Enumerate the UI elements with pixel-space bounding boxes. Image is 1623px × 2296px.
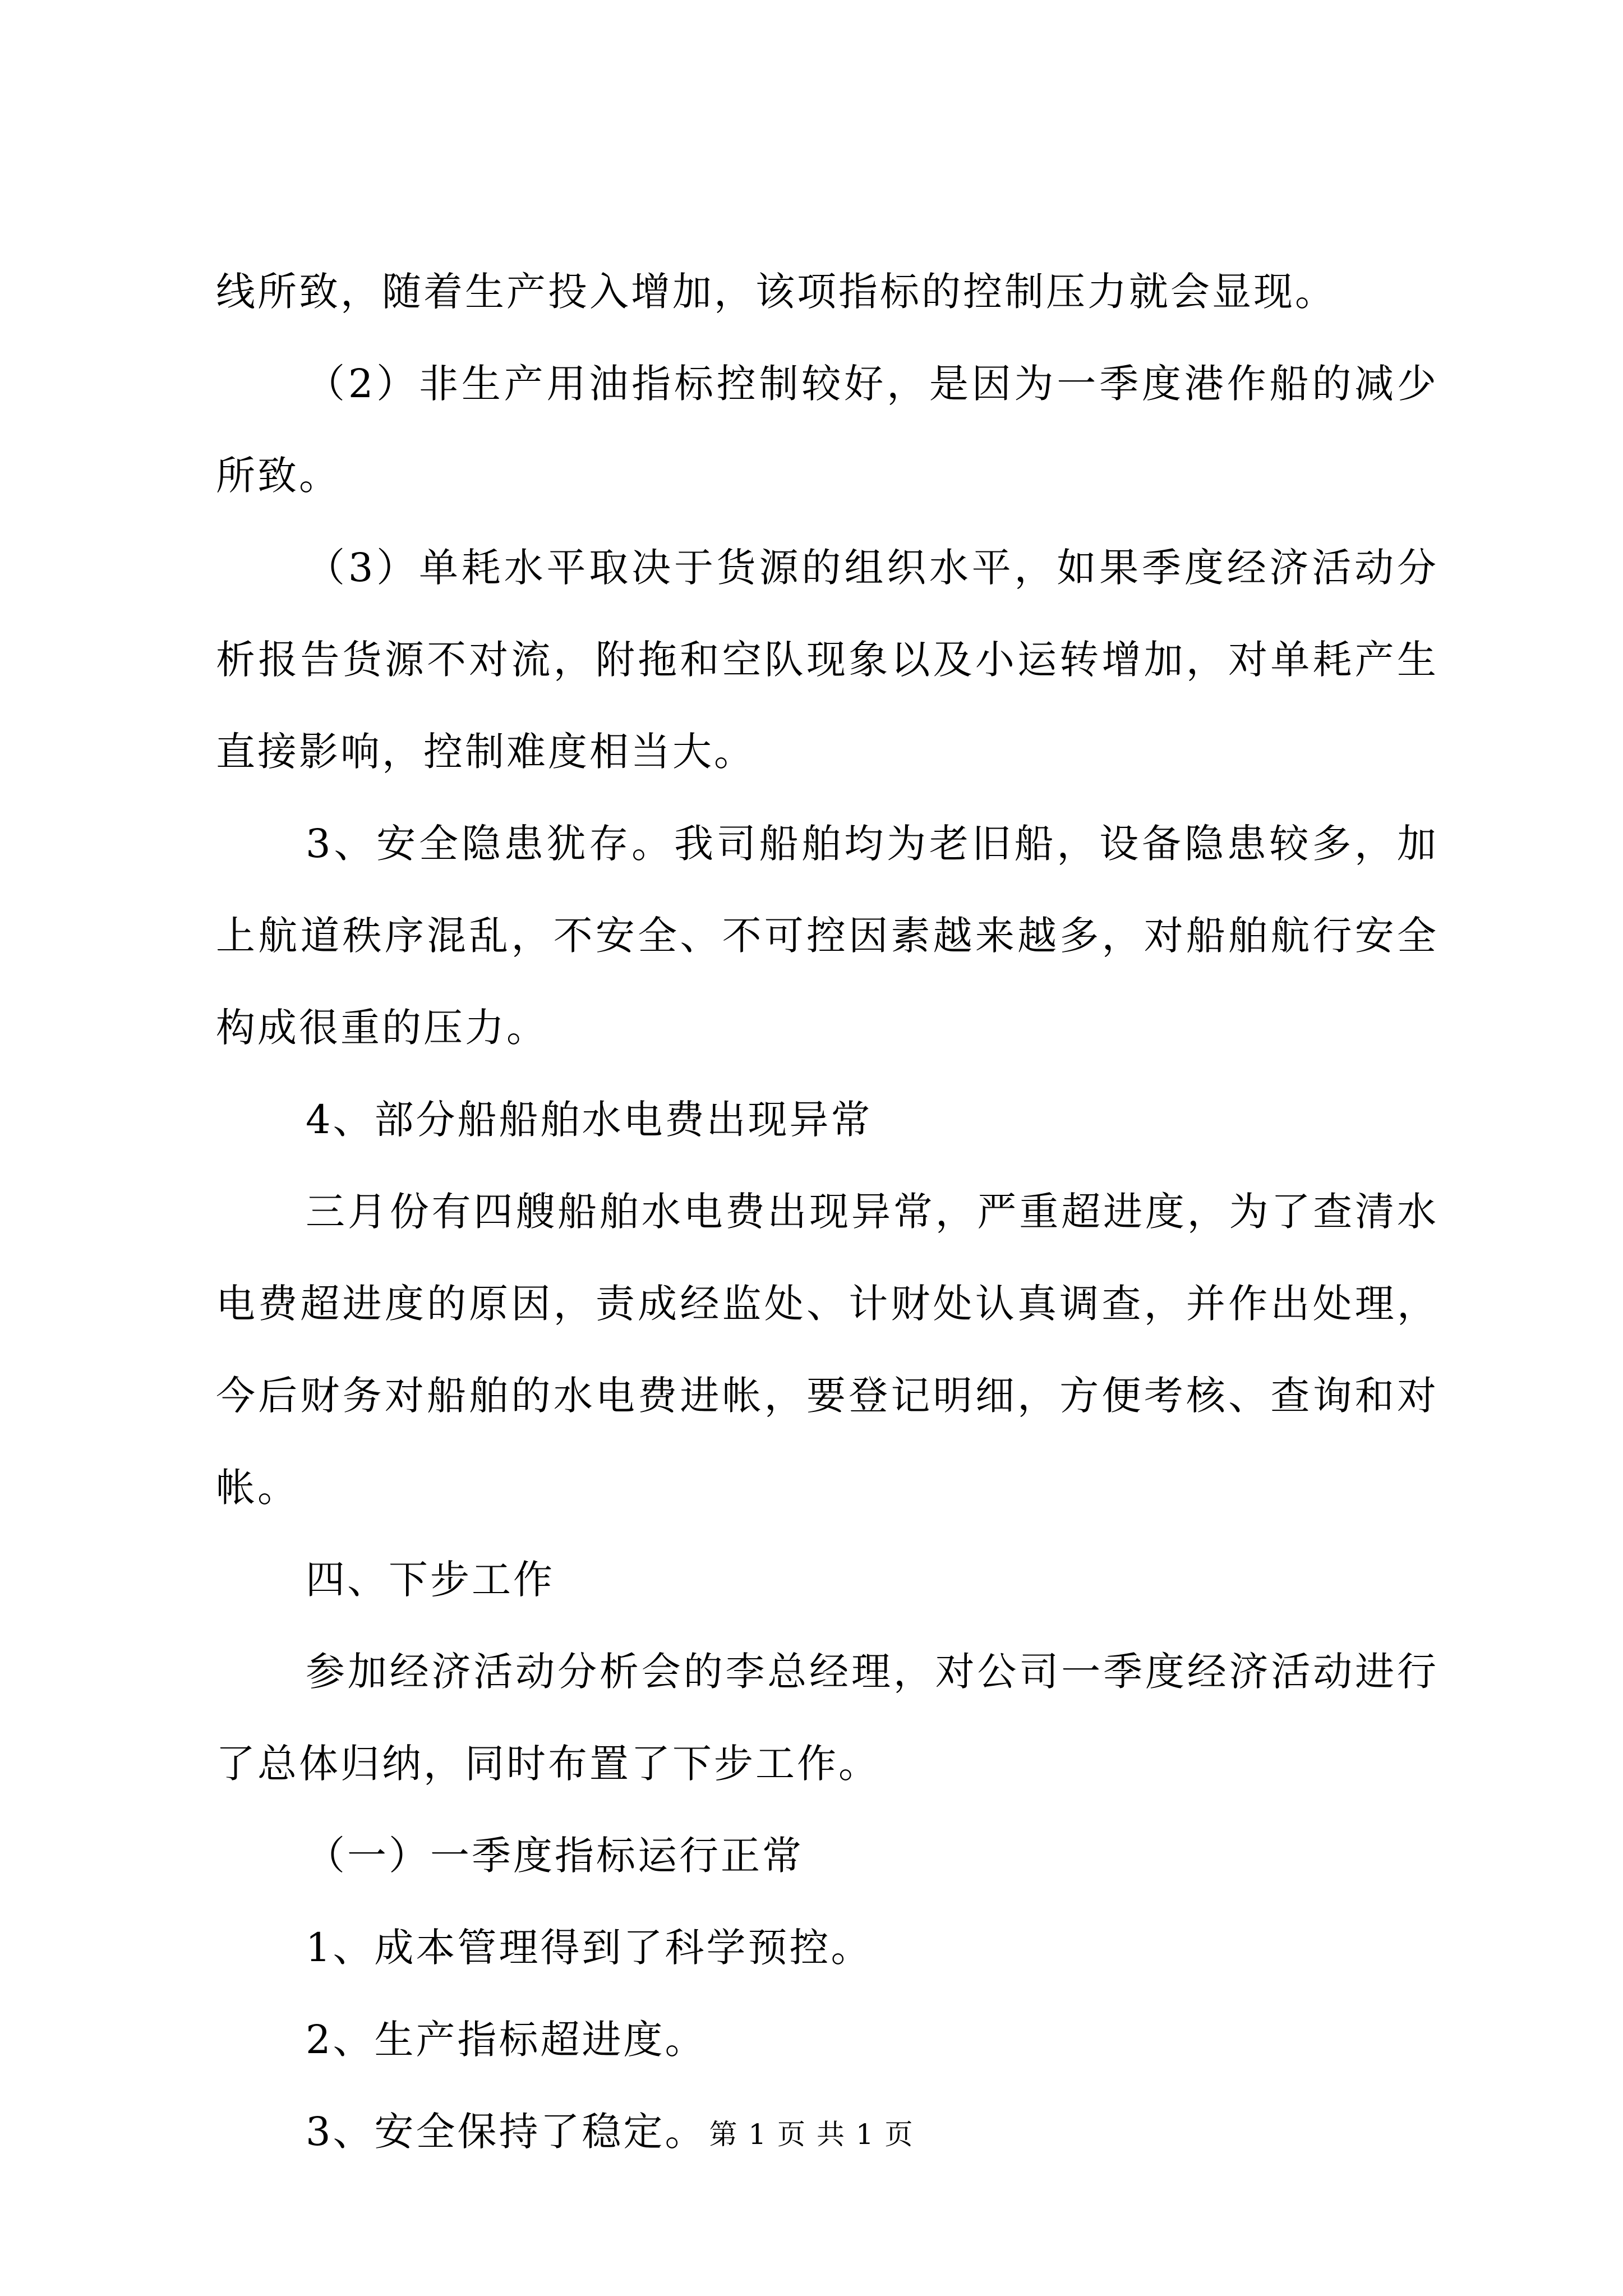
paragraph-3: （3）单耗水平取决于货源的组织水平，如果季度经济活动分析报告货源不对流，附拖和空队现象以及小运转增加，对单耗产生直接影响，控制难度相当大。: [216, 545, 1438, 775]
subsection-heading: （一）一季度指标运行正常: [306, 1833, 804, 1879]
document-body: [216, 246, 1438, 2178]
paragraph-8: 参加经济活动分析会的李总经理，对公司一季度经济活动进行了总体归纳，同时布置了下步工作。: [216, 1649, 1438, 1787]
list-item-2: 2、生产指标超进度。: [306, 2017, 707, 2063]
paragraph-2: （2）非生产用油指标控制较好，是因为一季度港作船的减少所致。: [216, 361, 1438, 499]
paragraph-5: 4、部分船船舶水电费出现异常: [306, 1097, 873, 1143]
list-item-3: 3、安全保持了稳定。: [306, 2109, 707, 2155]
section-heading: 四、下步工作: [306, 1557, 555, 1603]
paragraph-4: 3、安全隐患犹存。我司船舶均为老旧船，设备隐患较多，加上航道秩序混乱，不安全、不可控因素越来越多，对船舶航行安全构成很重的压力。: [216, 821, 1438, 1051]
page-footer: 第 1 页 共 1 页: [709, 2118, 914, 2151]
paragraph-1: 线所致，随着生产投入增加，该项指标的控制压力就会显现。: [216, 269, 1336, 315]
list-item-1: 1、成本管理得到了科学预控。: [306, 1925, 873, 1971]
paragraph-6: 三月份有四艘船舶水电费出现异常，严重超进度，为了查清水电费超进度的原因，责成经监处、计财处认真调查，并作出处理，今后财务对船舶的水电费进帐，要登记明细，方便考核、查询和对帐。: [216, 1189, 1438, 1511]
